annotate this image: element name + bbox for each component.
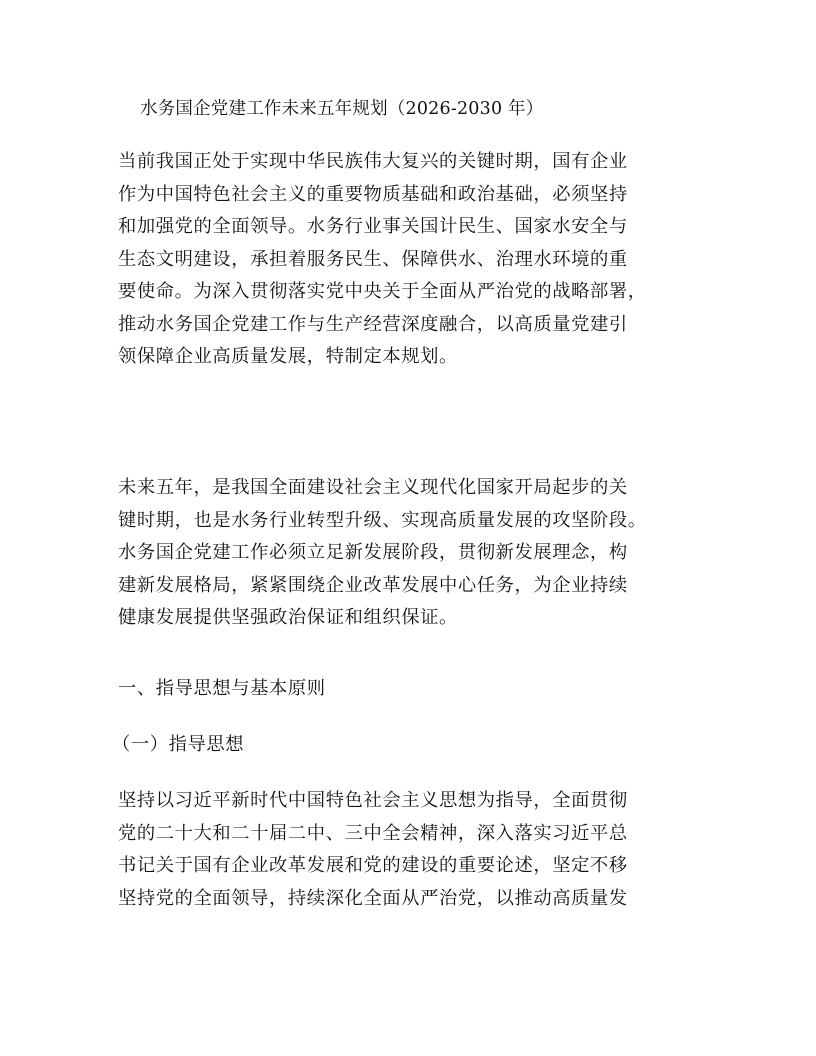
- text-line: 坚持以习近平新时代中国特色社会主义思想为指导，全面贯彻: [118, 790, 628, 811]
- text-line: 键时期，也是水务行业转型升级、实现高质量发展的攻坚阶段。: [118, 509, 647, 531]
- text-line: 生态文明建设，承担着服务民生、保障供水、治理水环境的重: [118, 248, 628, 270]
- text-line: 党的二十大和二十届二中、三中全会精神，深入落实习近平总: [118, 822, 628, 844]
- document-title: 水务国企党建工作未来五年规划（2026-2030 年）: [140, 99, 544, 119]
- text-line: 当前我国正处于实现中华民族伟大复兴的关键时期，国有企业: [118, 151, 628, 172]
- text-line: 和加强党的全面领导。水务行业事关国计民生、国家水安全与: [118, 216, 628, 237]
- paragraph-five-years: [118, 472, 702, 635]
- paragraph-intro: [118, 146, 702, 374]
- text-line: 要使命。为深入贯彻落实党中央关于全面从严治党的战略部署，: [118, 281, 647, 302]
- text-line: 健康发展提供坚强政治保证和组织保证。: [118, 607, 458, 628]
- subsection-heading: （一）指导思想: [112, 734, 245, 755]
- text-line: 建新发展格局，紧紧围绕企业改革发展中心任务，为企业持续: [118, 574, 628, 596]
- text-line: 作为中国特色社会主义的重要物质基础和政治基础，必须坚持: [118, 183, 628, 205]
- text-line: 水务国企党建工作必须立足新发展阶段，贯彻新发展理念，构: [118, 542, 628, 563]
- text-line: 推动水务国企党建工作与生产经营深度融合，以高质量党建引: [118, 313, 628, 335]
- section-heading: 一、指导思想与基本原则: [118, 678, 326, 699]
- text-line: 未来五年，是我国全面建设社会主义现代化国家开局起步的关: [118, 477, 628, 498]
- text-line: 领保障企业高质量发展，特制定本规划。: [118, 346, 458, 367]
- text-line: 书记关于国有企业改革发展和党的建设的重要论述，坚定不移: [118, 855, 628, 876]
- paragraph-guiding-ideology: [118, 785, 702, 915]
- text-line: 坚持党的全面领导，持续深化全面从严治党，以推动高质量发: [118, 887, 628, 909]
